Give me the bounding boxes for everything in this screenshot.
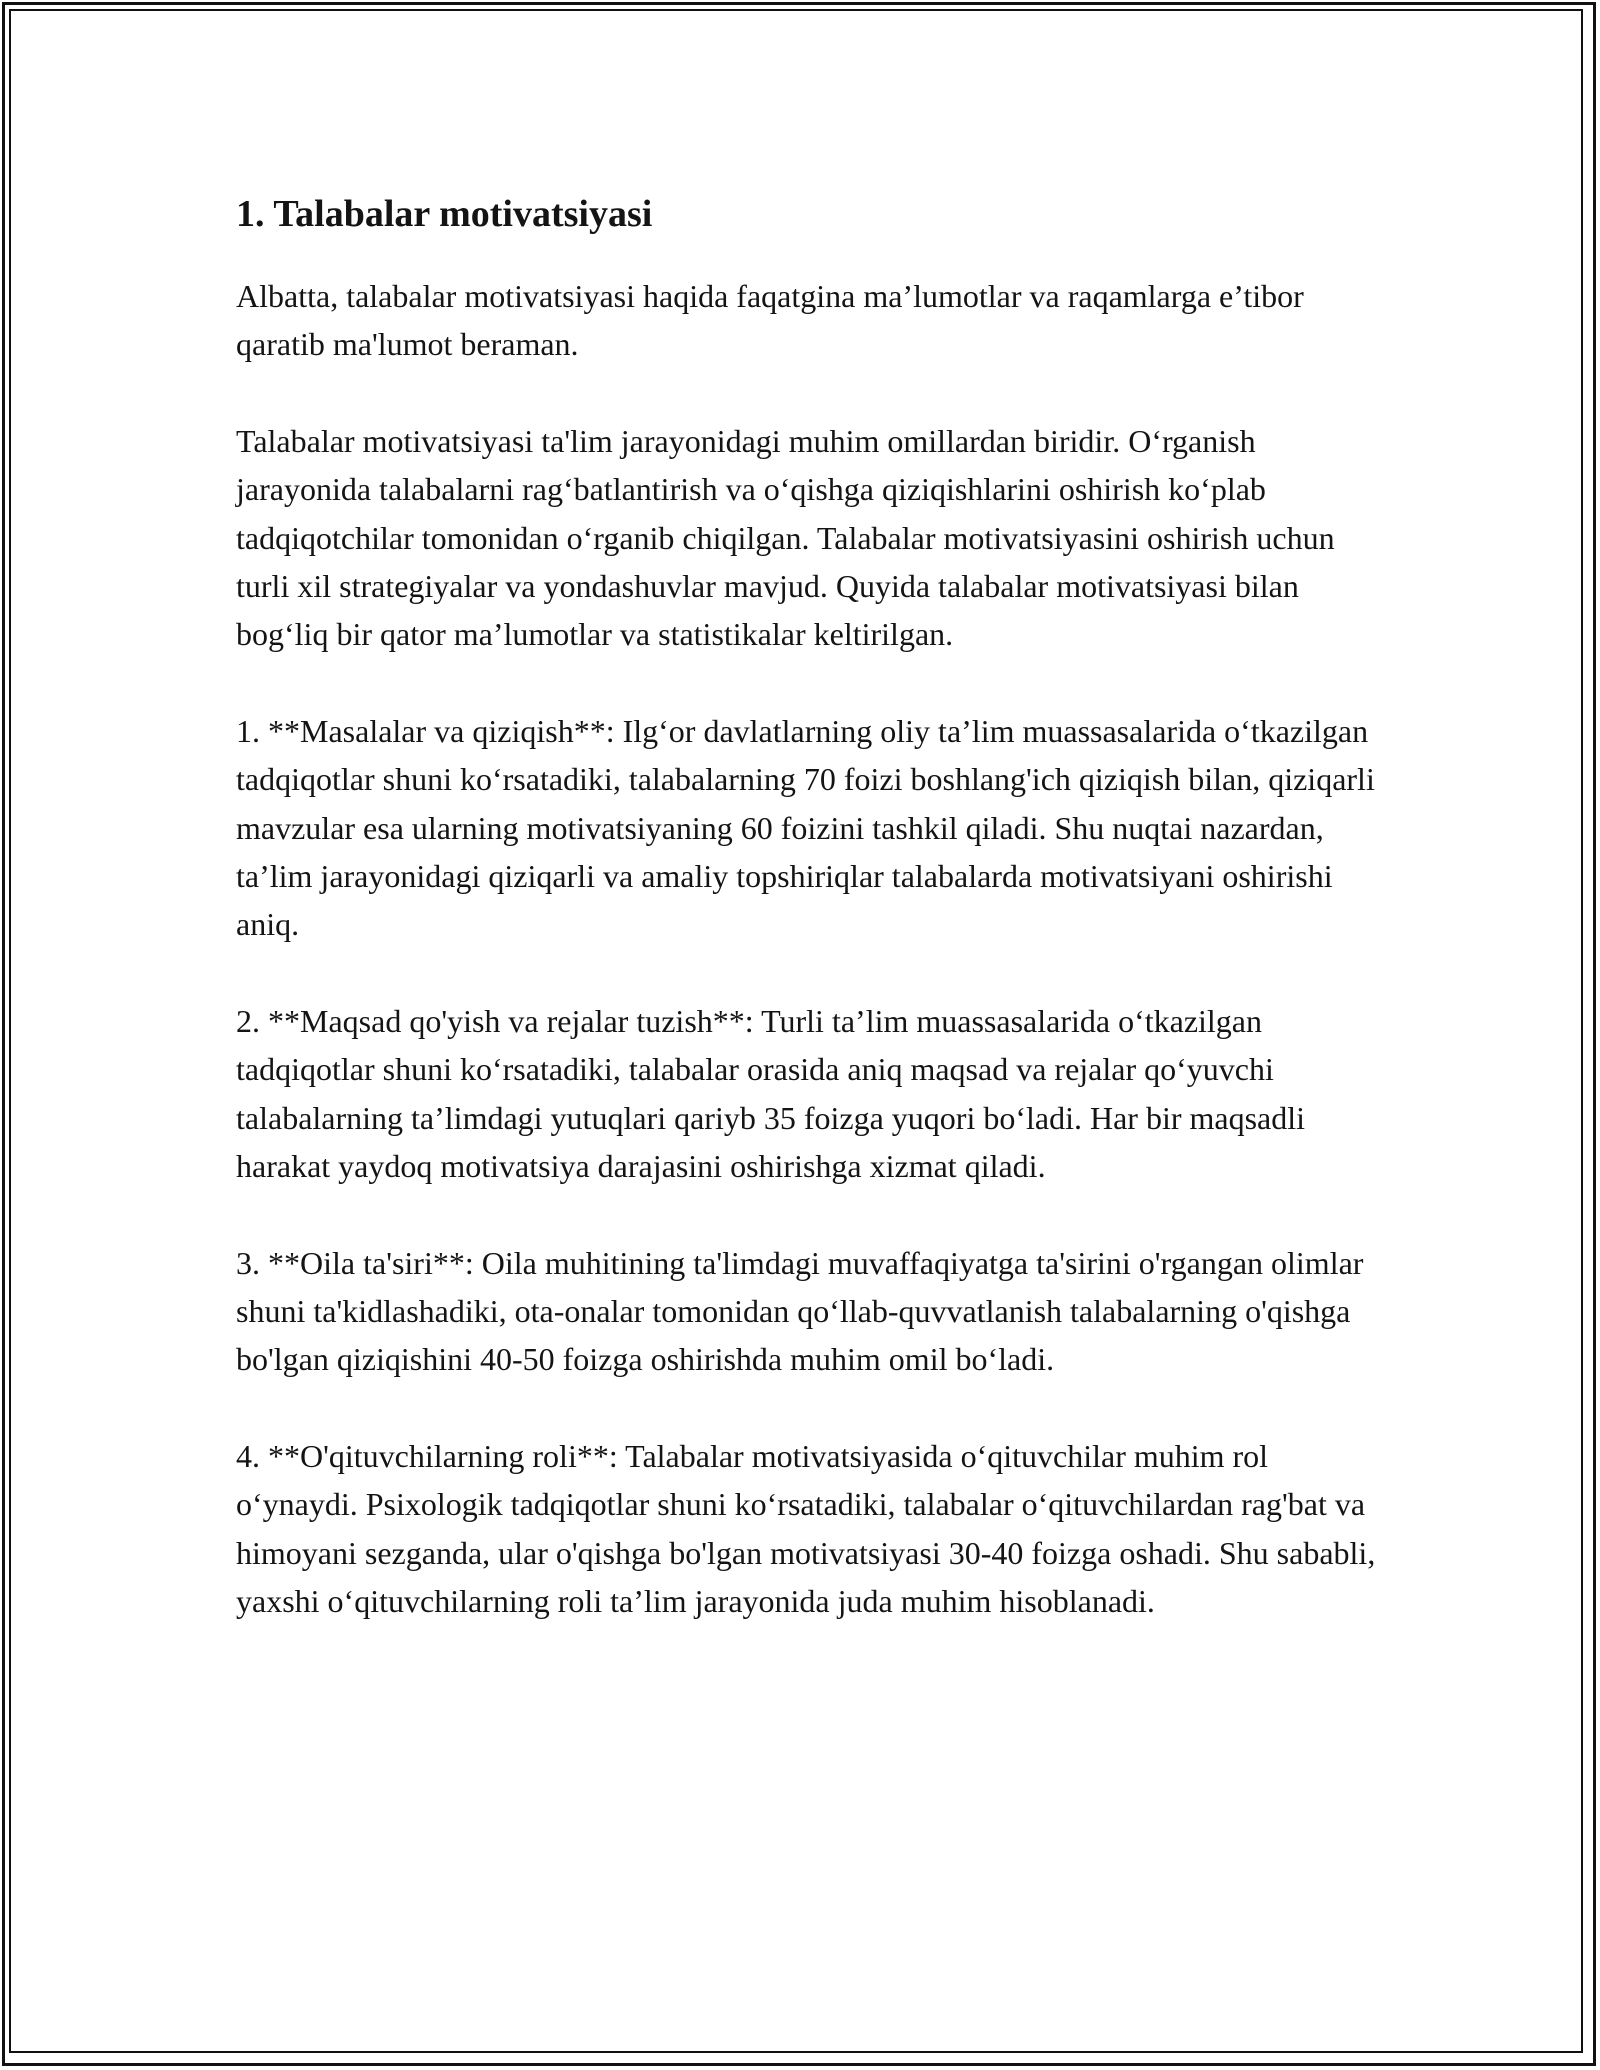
list-item-interest: 1. **Masalalar va qiziqish**: Ilg‘or davlatlarning oliy ta’lim muassasalarida o‘tkazilgan tadqiqotlar shuni ko‘rsatadiki, talabalarning 70 foizi boshlang'ich qiziqish bilan, qiziqarli mavzular esa ularning motivatsiyaning 60 foizini tashkil qiladi. Shu nuqtai nazardan, ta’lim jarayonidagi qiziqarli va amaliy topshiriqlar talabalarda motivatsiyani oshirishi aniq. (236, 712, 1375, 943)
document-title: 1. Talabalar motivatsiyasi (236, 193, 653, 235)
list-item-goal-setting: 2. **Maqsad qo'yish va rejalar tuzish**: Turli ta’lim muassasalarida o‘tkazilgan tadqiqotlar shuni ko‘rsatadiki, talabalar orasida aniq maqsad va rejalar qo‘yuvchi talabalarning ta’limdagi yutuqlari qariyb 35 foizga yuqori bo‘ladi. Har bir maqsadli harakat yaydoq motivatsiya darajasini oshirishga xizmat qiladi. (236, 1002, 1306, 1185)
document-body (236, 186, 1376, 1625)
overview-paragraph: Talabalar motivatsiyasi ta'lim jarayonidagi muhim omillardan biridir. O‘rganish jarayonida talabalarni rag‘batlantirish va o‘qishga qiziqishlarini oshirish ko‘plab tadqiqotchilar tomonidan o‘rganib chiqilgan. Talabalar motivatsiyasini oshirish uchun turli xil strategiyalar va yondashuvlar mavjud. Quyida talabalar motivatsiyasi bilan bog‘liq bir qator ma’lumotlar va statistikalar keltirilgan. (236, 422, 1335, 653)
list-item-teacher-role: 4. **O'qituvchilarning roli**: Talabalar motivatsiyasida o‘qituvchilar muhim rol o‘ynaydi. Psixologik tadqiqotlar shuni ko‘rsatadiki, talabalar o‘qituvchilardan rag'bat va himoyani sezganda, ular o'qishga bo'lgan motivatsiyasi 30-40 foizga oshadi. Shu sababli, yaxshi o‘qituvchilarning roli ta’lim jarayonida juda muhim hisoblanadi. (236, 1437, 1376, 1619)
intro-paragraph: Albatta, talabalar motivatsiyasi haqida faqatgina ma’lumotlar va raqamlarga e’tibor qaratib ma'lumot beraman. (236, 278, 1304, 363)
list-item-family-influence: 3. **Oila ta'siri**: Oila muhitining ta'limdagi muvaffaqiyatga ta'sirini o'rgangan olimlar shuni ta'kidlashadiki, ota-onalar tomonidan qo‘llab-quvvatlanish talabalarning o'qishga bo'lgan qiziqishini 40-50 foizga oshirishda muhim omil bo‘ladi. (236, 1244, 1364, 1378)
